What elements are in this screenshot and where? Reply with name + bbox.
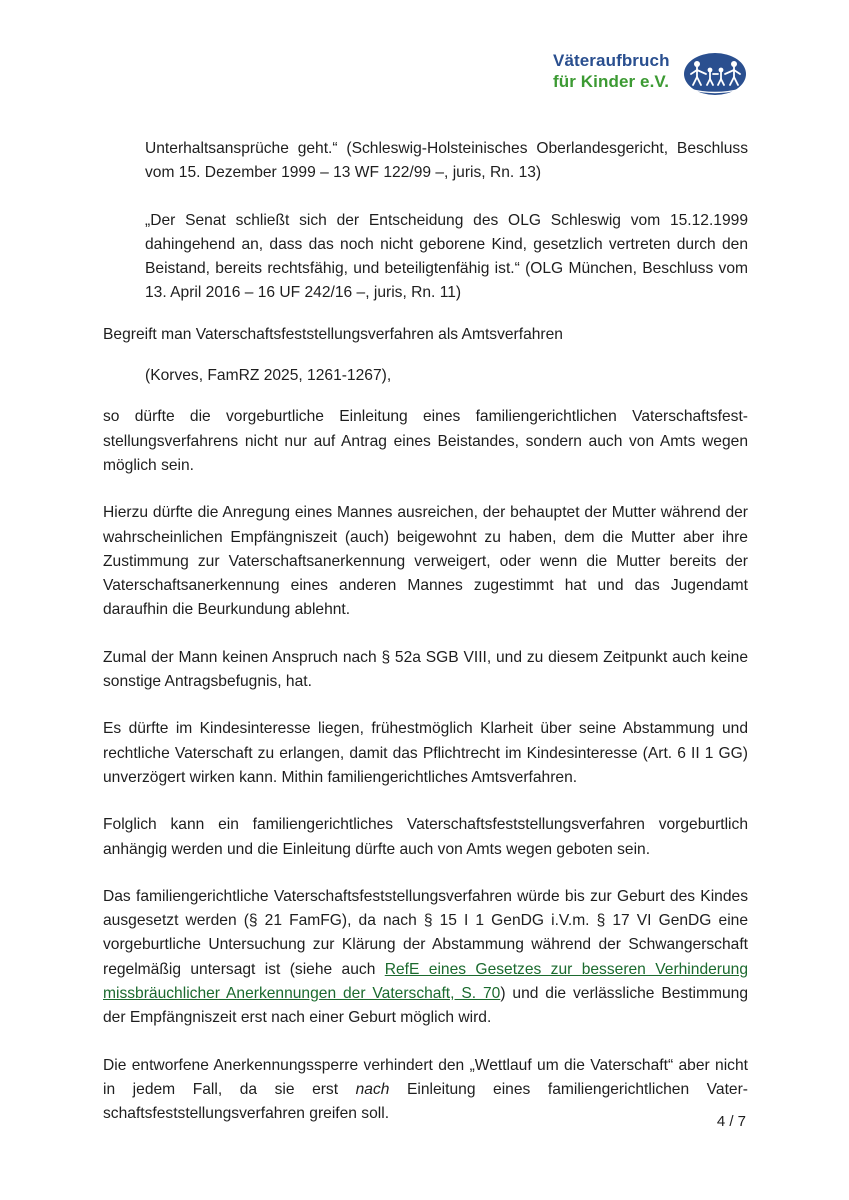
quote-paragraph-2: „Der Senat schließt sich der Entscheidung des OLG Schleswig vom 15.12.1999 dahingehend an, dass das noch nicht geborene Kind, gesetzlich vertreten durch den Beistand, bereits rechtsfähig, und beteiligtenfähig ist.“ (OLG München, Beschluss vom 13. April 2016 – 16 UF 242/16 –, juris, Rn. 11)	[145, 211, 748, 302]
body-paragraph-7	[103, 885, 748, 1031]
paragraph-8-text-end: Einleitung eines familiengerichtlichen Vaterschaftsfeststellungsverfahren greifen soll.	[103, 1080, 748, 1123]
document-body	[103, 137, 748, 1150]
logo-line-1: Väteraufbruch	[553, 51, 670, 70]
body-paragraph-5: Es dürfte im Kindesinteresse liegen, frühestmöglich Klarheit über seine Abstammung und rechtliche Vaterschaft zu erlangen, damit das Pflichtrecht im Kindesinteresse (Art. 6 II 1 GG) unverzögert wirken kann. Mithin familiengerichtliches Amtsverfahren.	[103, 720, 748, 786]
emphasis-nach: nach	[355, 1080, 390, 1098]
citation-paragraph: (Korves, FamRZ 2025, 1261-1267),	[145, 367, 392, 385]
body-paragraph-2: so dürfte die vorgeburtliche Einleitung eines familiengerichtlichen Vaterschaftsfeststellungsverfahrens nicht nur auf Antrag eines Beistandes, sondern auch von Amts wegen möglich sein.	[103, 408, 748, 474]
family-figures-icon	[683, 52, 747, 96]
body-paragraph-8	[103, 1054, 748, 1127]
refe-document-link[interactable]: RefE eines Gesetzes zur besseren Verhinderung missbräuchlicher Anerkennungen der Vaterschaft, S. 70	[103, 960, 748, 1003]
logo-text	[553, 50, 670, 92]
page-number: 4 / 7	[716, 1113, 746, 1130]
quote-paragraph-1: Unterhaltsansprüche geht.“ (Schleswig-Holsteinisches Oberlandesgericht, Beschluss vom 15. Dezember 1999 – 13 WF 122/99 –, juris, Rn. 13)	[145, 140, 748, 182]
body-paragraph-4: Zumal der Mann keinen Anspruch nach § 52a SGB VIII, und zu diesem Zeitpunkt auch keine sonstige Antragsbefugnis, hat.	[103, 648, 748, 691]
paragraph-7-text-end: ) und die verlässliche Bestimmung der Empfängniszeit erst nach einer Geburt möglich wird.	[103, 985, 748, 1027]
paragraph-8-text-start: Die entworfene Anerkennungssperre verhindert den „Wettlauf um die Vaterschaft“ aber nicht in jedem Fall, da sie erst	[103, 1056, 748, 1098]
body-paragraph-3: Hierzu dürfte die Anregung eines Mannes ausreichen, der behauptet der Mutter während der wahrscheinlichen Empfängniszeit (auch) beigewohnt zu haben, dem die Mutter aber ihre Zustimmung zur Vaterschaftsanerkennung verweigert, oder wenn die Mutter bereits der Vaterschaftsanerkennung eines anderen Mannes zugestimmt hat und das Jugendamt daraufhin die Beurkundung ablehnt.	[103, 504, 748, 619]
body-paragraph-6: Folglich kann ein familiengerichtliches Vaterschaftsfeststellungsverfahren vorgeburtlich anhängig werden und die Einleitung dürfte auch von Amts wegen geboten sein.	[103, 816, 748, 858]
body-paragraph-1: Begreift man Vaterschaftsfeststellungsverfahren als Amtsverfahren	[103, 325, 563, 343]
logo-line-2: für Kinder e.V.	[553, 72, 670, 91]
logo	[553, 50, 749, 100]
paragraph-7-text-start: Das familiengerichtliche Vaterschaftsfeststellungsverfahren würde bis zur Geburt des Kindes ausgesetzt werden (§ 21 FamFG), da nach § 15 I 1 GenDG i.V.m. § 17 VI GenDG eine vorgeburtliche Untersuchung zur Klärung der Abstammung während der Schwangerschaft regelmäßig untersagt ist (siehe auch	[103, 887, 748, 978]
